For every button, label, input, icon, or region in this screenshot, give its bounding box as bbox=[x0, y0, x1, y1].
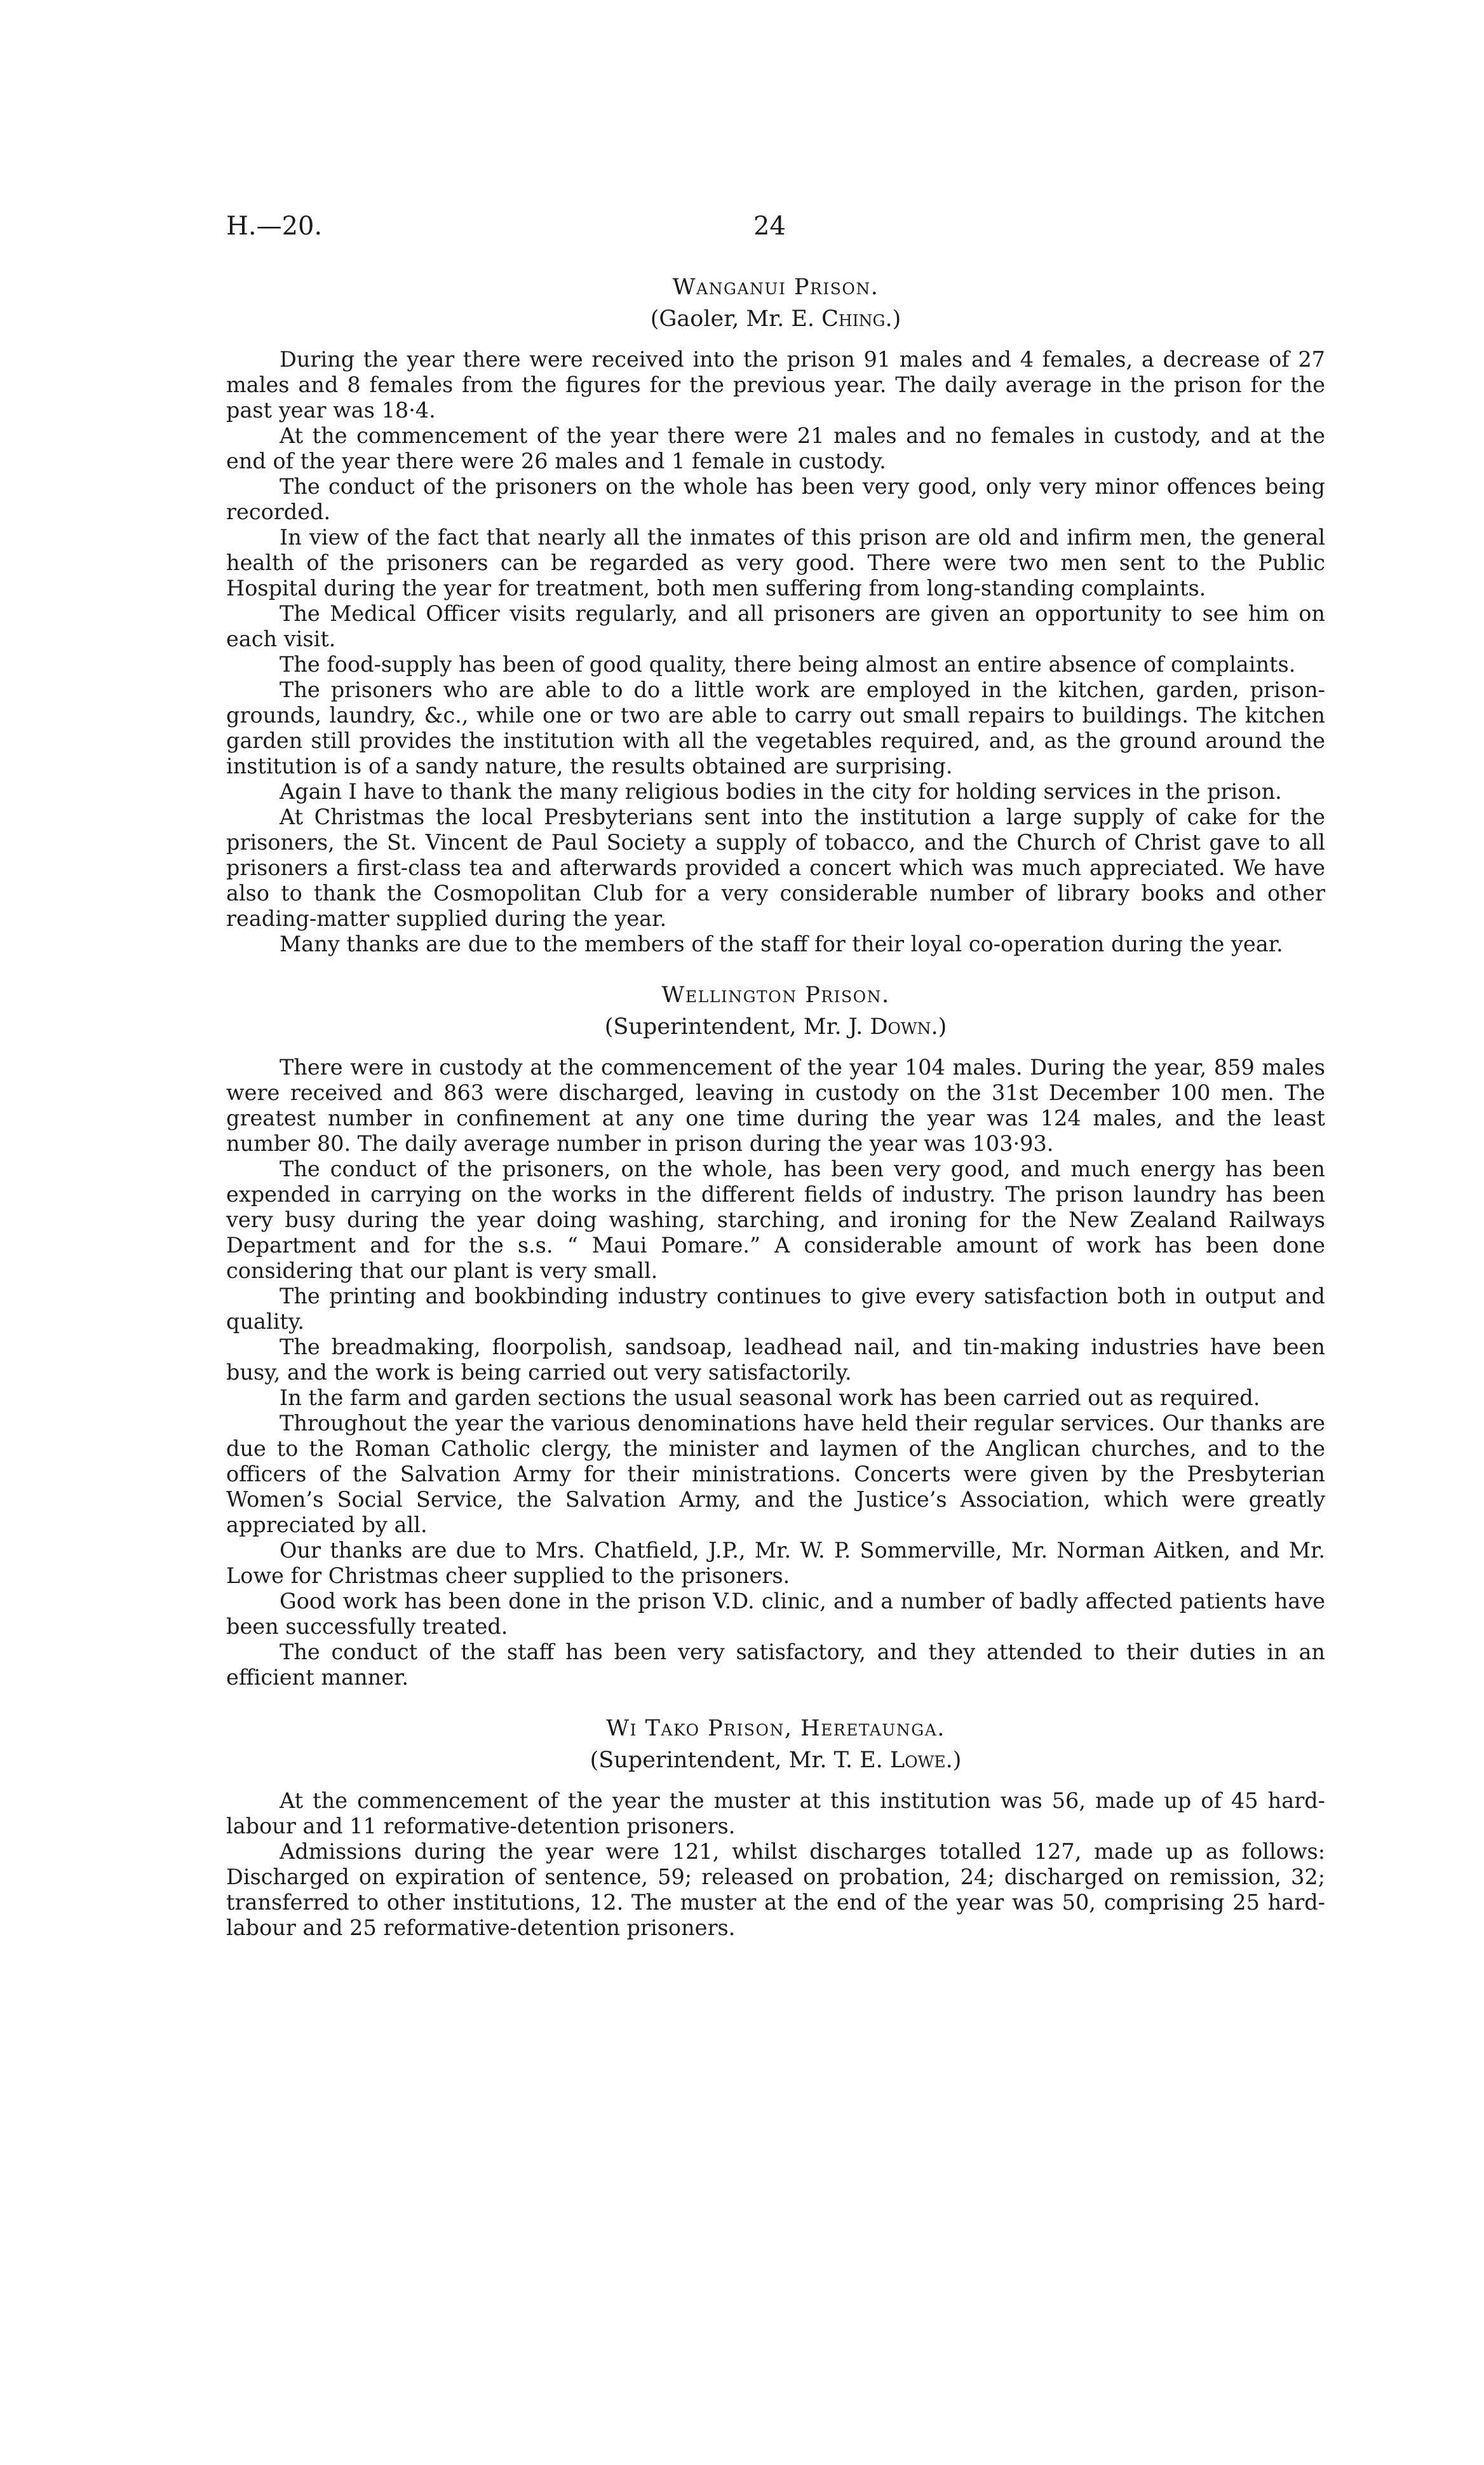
section-spacer bbox=[226, 1690, 1325, 1715]
paragraph: Again I have to thank the many religious bodies in the city for holding services in the prison. bbox=[280, 779, 1282, 804]
section-wellington-prison bbox=[226, 981, 1325, 1690]
paragraph: In view of the fact that nearly all the inmates of this prison are old and infirm men, the general health of the prisoners can be regarded as very good. There were two men sent to the Public Hospital during the year for treatment, both men suffering from long-standing complaints. bbox=[226, 525, 1325, 601]
paragraph: The food-supply has been of good quality, there being almost an entire absence of complaints. bbox=[280, 652, 1296, 677]
paragraph: The Medical Officer visits regularly, and all prisoners are given an opportunity to see him on each visit. bbox=[226, 601, 1325, 651]
paragraph: The printing and bookbinding industry continues to give every satisfaction both in output and quality. bbox=[226, 1284, 1325, 1334]
report-reference: H.—20. bbox=[226, 212, 323, 241]
paragraph: At Christmas the local Presbyterians sent into the institution a large supply of cake for the prisoners, the St. Vincent de Paul Society a supply of tobacco, and the Church of Christ gave to all prisoners a first-class tea and afterwards provided a concert which was much appreciated. We have also to thank the Cosmopolitan Club for a very considerable number of library books and other reading-matter supplied during the year. bbox=[226, 805, 1325, 931]
paragraph: The breadmaking, floorpolish, sandsoap, leadhead nail, and tin-making industries have been busy, and the work is being carried out very satisfactorily. bbox=[226, 1334, 1325, 1385]
paragraph: There were in custody at the commencement of the year 104 males. During the year, 859 males were received and 863 were discharged, leaving in custody on the 31st December 100 men. The greatest number in confinement at any one time during the year was 124 males, and the least number 80. The daily average number in prison during the year was 103·93. bbox=[226, 1055, 1325, 1156]
section-wanganui-prison bbox=[226, 273, 1325, 957]
section-wi-tako-prison bbox=[226, 1715, 1325, 1941]
paragraph: At the commencement of the year there were 21 males and no females in custody, and at the end of the year there were 26 males and 1 female in custody. bbox=[226, 423, 1325, 473]
section-subheading: (Gaoler, Mr. E. Ching.) bbox=[650, 306, 901, 332]
section-subheading: (Superintendent, Mr. T. E. Lowe.) bbox=[590, 1748, 962, 1773]
paragraph: The prisoners who are able to do a little work are employed in the kitchen, garden, prison-grounds, laundry, &c., while one or two are able to carry out small repairs to buildings. The kitchen garden still provides the institution with all the vegetables required, and, as the ground around the institution is of a sandy nature, the results obtained are surprising. bbox=[226, 677, 1325, 778]
paragraph: Many thanks are due to the members of the staff for their loyal co-operation during the year. bbox=[280, 932, 1283, 956]
page-number: 24 bbox=[753, 212, 786, 241]
paragraph: Throughout the year the various denominations have held their regular services. Our thanks are due to the Roman Catholic clergy, the minister and laymen of the Anglican churches, and to the officers of the Salvation Army for their ministrations. Concerts were given by the Presbyterian Women’s Social Service, the Salvation Army, and the Justice’s Association, which were greatly appreciated by all. bbox=[226, 1411, 1325, 1537]
section-spacer bbox=[226, 957, 1325, 981]
section-heading: Wellington Prison. bbox=[661, 982, 890, 1008]
section-heading: Wi Tako Prison, Heretaunga. bbox=[606, 1716, 945, 1741]
document-body bbox=[226, 273, 1325, 1941]
paragraph: The conduct of the prisoners on the whole has been very good, only very minor offences being recorded. bbox=[226, 474, 1325, 524]
running-head bbox=[226, 212, 1325, 250]
paragraph: Our thanks are due to Mrs. Chatfield, J.P., Mr. W. P. Sommerville, Mr. Norman Aitken, and Mr. Lowe for Christmas cheer supplied to the prisoners. bbox=[226, 1538, 1325, 1588]
section-subheading: (Superintendent, Mr. J. Down.) bbox=[604, 1014, 947, 1040]
paragraph: At the commencement of the year the muster at this institution was 56, made up of 45 hard-labour and 11 reformative-detention prisoners. bbox=[226, 1788, 1325, 1838]
paragraph: During the year there were received into the prison 91 males and 4 females, a decrease of 27 males and 8 females from the figures for the previous year. The daily average in the prison for the past year was 18·4. bbox=[226, 347, 1325, 423]
paragraph: In the farm and garden sections the usual seasonal work has been carried out as required. bbox=[280, 1385, 1260, 1410]
paragraph: Good work has been done in the prison V.D. clinic, and a number of badly affected patients have been successfully treated. bbox=[226, 1589, 1325, 1639]
section-heading: Wanganui Prison. bbox=[672, 275, 879, 300]
paragraph: Admissions during the year were 121, whilst discharges totalled 127, made up as follows: Discharged on expiration of sentence, 59; released on probation, 24; discharged on remission, 32; transferred to other institutions, 12. The muster at the end of the year was 50, comprising 25 hard-labour and 25 reformative-detention prisoners. bbox=[226, 1839, 1325, 1940]
paragraph: The conduct of the staff has been very satisfactory, and they attended to their duties in an efficient manner. bbox=[226, 1640, 1325, 1690]
paragraph: The conduct of the prisoners, on the whole, has been very good, and much energy has been expended in carrying on the works in the different fields of industry. The prison laundry has been very busy during the year doing washing, starching, and ironing for the New Zealand Railways Department and for the s.s. “ Maui Pomare.” A considerable amount of work has been done considering that our plant is very small. bbox=[226, 1157, 1325, 1283]
